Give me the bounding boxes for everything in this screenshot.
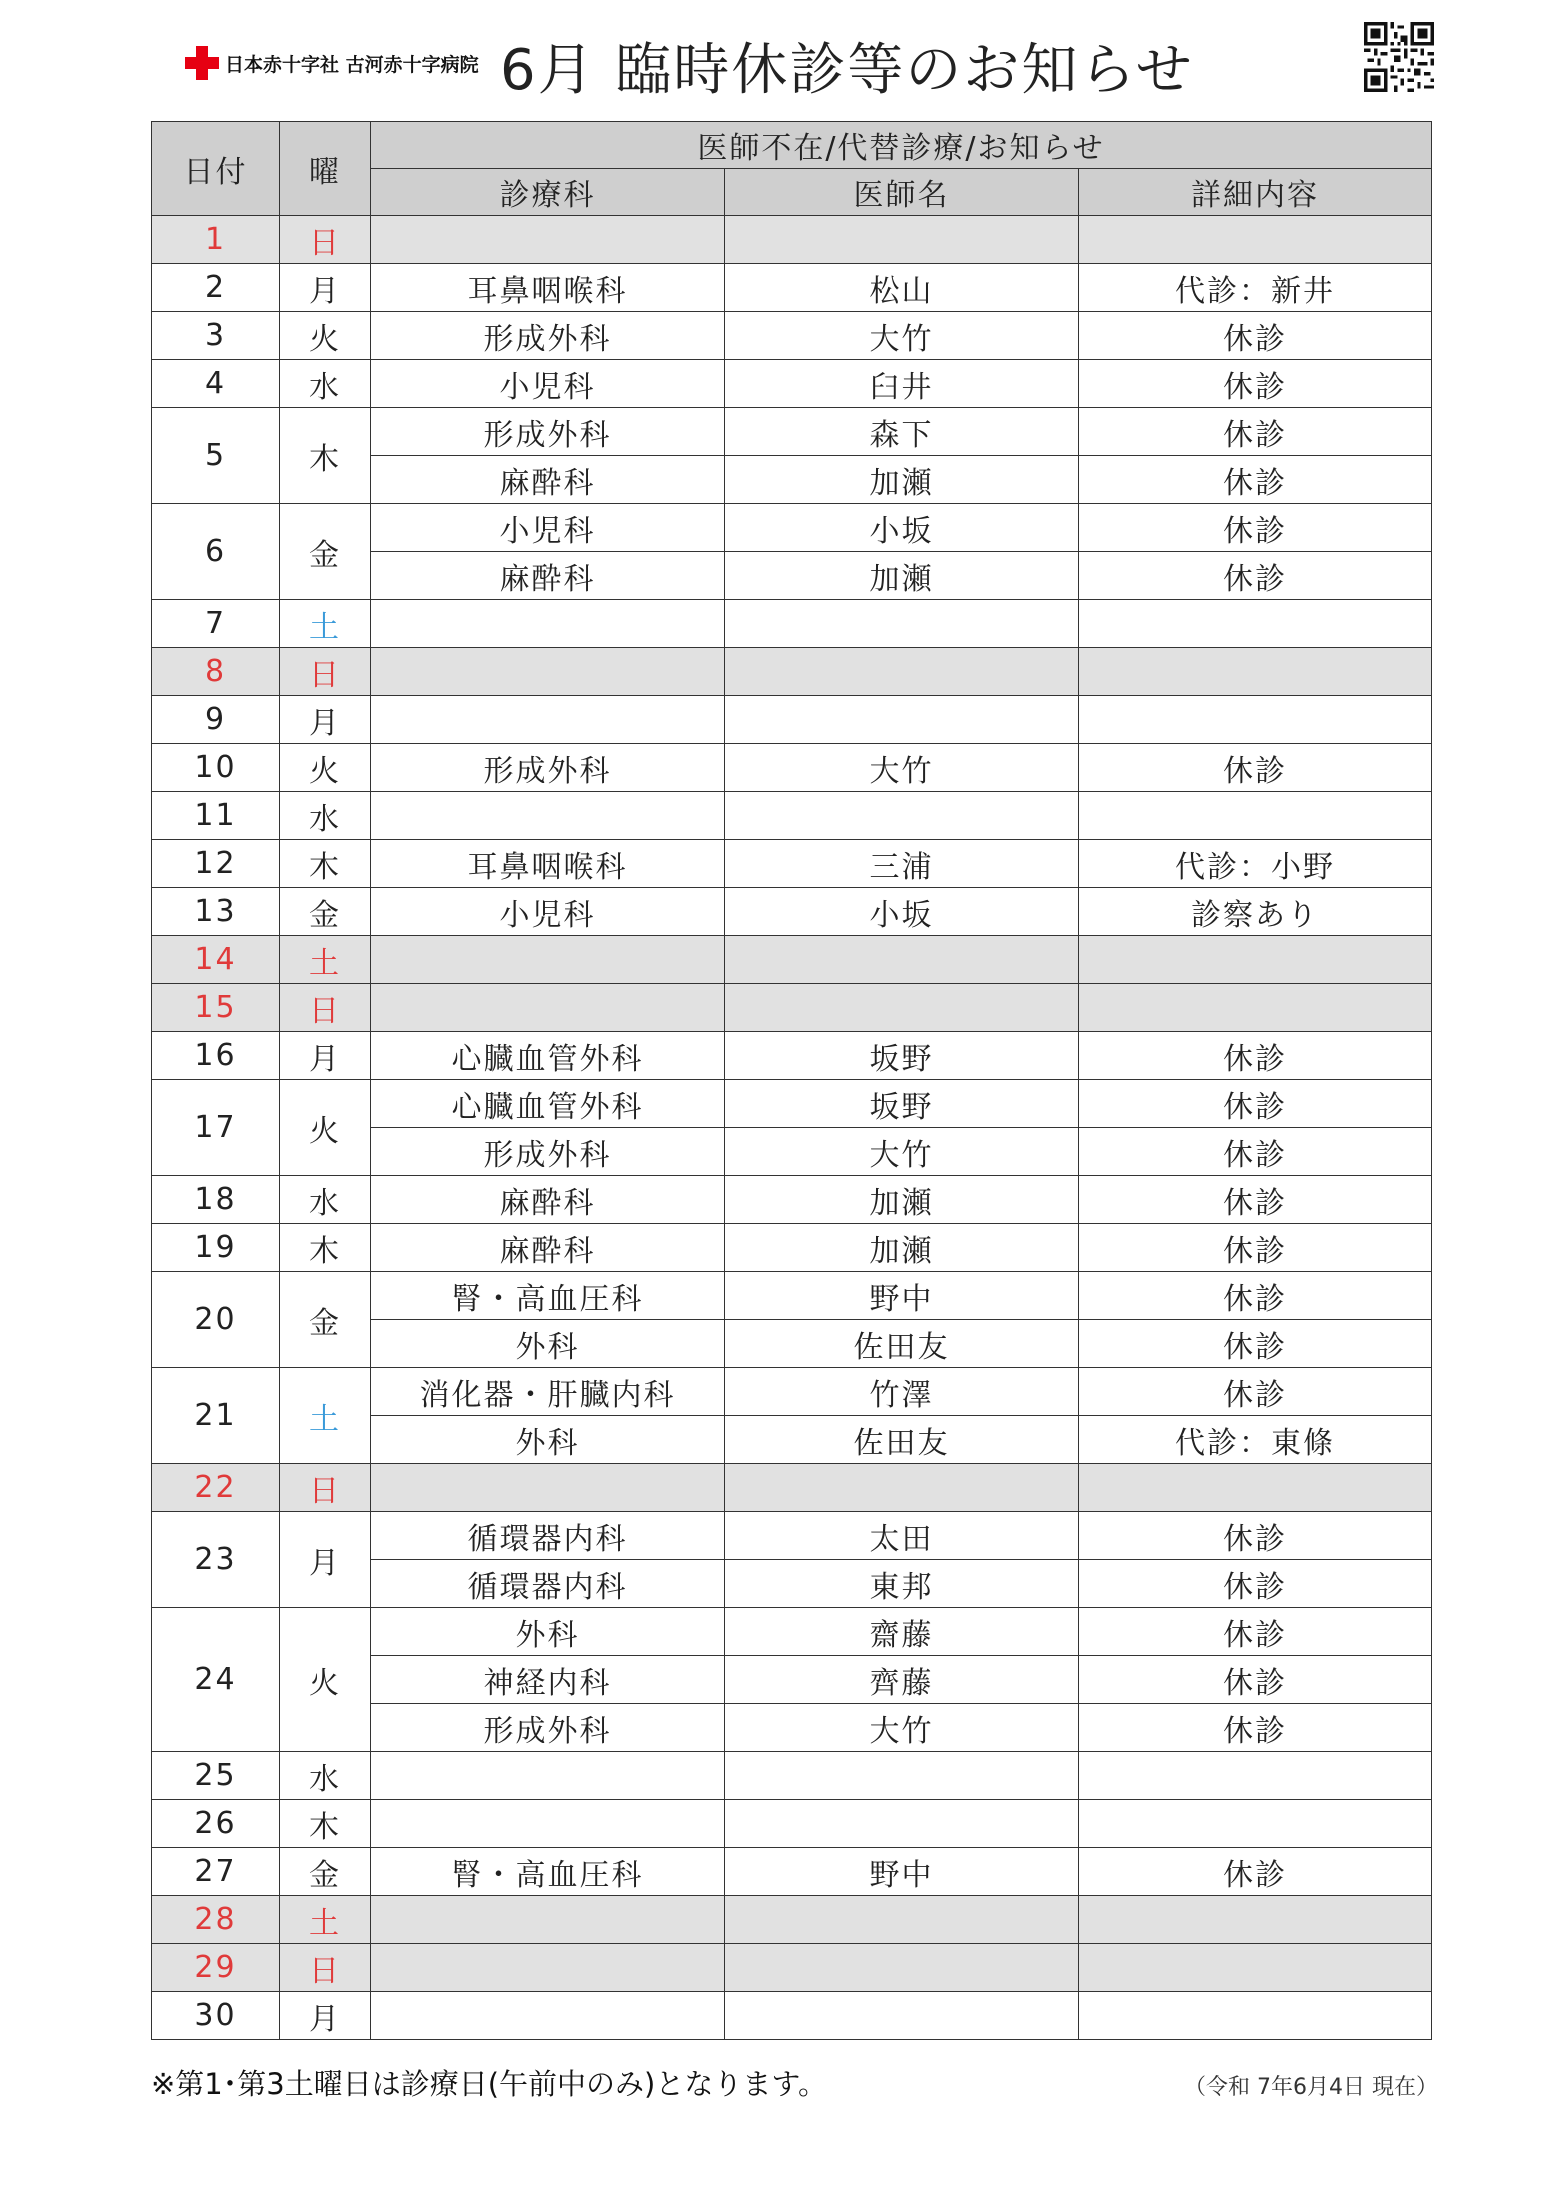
table-row	[152, 1848, 1432, 1896]
table-row	[152, 1032, 1432, 1080]
details-cell: 休診	[1079, 360, 1432, 408]
date-cell: 21	[152, 1368, 280, 1464]
table-row	[152, 1896, 1432, 1944]
doctor-cell	[725, 1800, 1079, 1848]
weekday-cell: 日	[280, 1464, 371, 1512]
weekday-cell: 木	[280, 1800, 371, 1848]
department-cell	[371, 216, 725, 264]
table-row	[152, 1512, 1432, 1560]
weekday-cell: 金	[280, 1848, 371, 1896]
department-cell: 形成外科	[371, 408, 725, 456]
department-cell: 外科	[371, 1608, 725, 1656]
department-cell: 麻酔科	[371, 552, 725, 600]
department-cell: 小児科	[371, 504, 725, 552]
saturday-clinic-note: ※第1･第3土曜日は診療日(午前中のみ)となります。	[151, 2067, 828, 2101]
qr-code-icon[interactable]	[1364, 22, 1434, 92]
department-cell	[371, 792, 725, 840]
doctor-cell	[725, 1896, 1079, 1944]
date-cell: 11	[152, 792, 280, 840]
date-cell: 3	[152, 312, 280, 360]
table-row	[152, 840, 1432, 888]
date-cell: 4	[152, 360, 280, 408]
weekday-cell: 土	[280, 1896, 371, 1944]
department-cell	[371, 600, 725, 648]
department-cell	[371, 1800, 725, 1848]
weekday-cell: 金	[280, 1272, 371, 1368]
date-cell: 8	[152, 648, 280, 696]
department-cell: 心臓血管外科	[371, 1032, 725, 1080]
department-cell	[371, 1896, 725, 1944]
weekday-cell: 金	[280, 888, 371, 936]
table-row	[152, 504, 1432, 552]
doctor-cell: 齋藤	[725, 1608, 1079, 1656]
doctor-cell	[725, 216, 1079, 264]
department-cell: 耳鼻咽喉科	[371, 264, 725, 312]
weekday-cell: 月	[280, 264, 371, 312]
details-cell	[1079, 696, 1432, 744]
details-cell: 代診：新井	[1079, 264, 1432, 312]
table-row	[152, 936, 1432, 984]
doctor-cell: 佐田友	[725, 1416, 1079, 1464]
details-cell: 休診	[1079, 552, 1432, 600]
details-cell	[1079, 1992, 1432, 2040]
date-cell: 18	[152, 1176, 280, 1224]
doctor-cell: 加瀬	[725, 1224, 1079, 1272]
department-cell	[371, 984, 725, 1032]
details-cell	[1079, 600, 1432, 648]
department-cell: 消化器・肝臓内科	[371, 1368, 725, 1416]
doctor-cell: 大竹	[725, 312, 1079, 360]
table-row	[152, 600, 1432, 648]
details-cell: 診察あり	[1079, 888, 1432, 936]
details-cell	[1079, 1800, 1432, 1848]
table-row	[152, 264, 1432, 312]
table-row	[152, 1608, 1432, 1656]
doctor-cell	[725, 1464, 1079, 1512]
doctor-cell: 加瀬	[725, 552, 1079, 600]
weekday-cell: 火	[280, 744, 371, 792]
table-row	[152, 1368, 1432, 1416]
doctor-cell	[725, 696, 1079, 744]
date-cell: 17	[152, 1080, 280, 1176]
details-cell: 休診	[1079, 1320, 1432, 1368]
red-cross-icon	[185, 46, 219, 80]
doctor-cell: 坂野	[725, 1032, 1079, 1080]
doctor-cell: 松山	[725, 264, 1079, 312]
date-cell: 28	[152, 1896, 280, 1944]
table-row	[152, 648, 1432, 696]
date-cell: 6	[152, 504, 280, 600]
weekday-cell: 火	[280, 1608, 371, 1752]
table-row	[152, 984, 1432, 1032]
details-cell	[1079, 792, 1432, 840]
date-cell: 2	[152, 264, 280, 312]
weekday-cell: 日	[280, 984, 371, 1032]
weekday-cell: 日	[280, 648, 371, 696]
department-cell: 形成外科	[371, 1704, 725, 1752]
date-cell: 25	[152, 1752, 280, 1800]
table-row	[152, 744, 1432, 792]
column-header-weekday: 曜	[280, 122, 371, 216]
doctor-cell: 東邦	[725, 1560, 1079, 1608]
date-cell: 19	[152, 1224, 280, 1272]
table-row	[152, 1752, 1432, 1800]
details-cell	[1079, 984, 1432, 1032]
details-cell: 休診	[1079, 1848, 1432, 1896]
details-cell: 休診	[1079, 456, 1432, 504]
date-cell: 24	[152, 1608, 280, 1752]
doctor-cell: 小坂	[725, 888, 1079, 936]
weekday-cell: 日	[280, 1944, 371, 1992]
date-cell: 30	[152, 1992, 280, 2040]
weekday-cell: 土	[280, 600, 371, 648]
doctor-cell: 竹澤	[725, 1368, 1079, 1416]
department-cell	[371, 1752, 725, 1800]
table-row	[152, 1224, 1432, 1272]
department-cell: 麻酔科	[371, 456, 725, 504]
details-cell: 休診	[1079, 744, 1432, 792]
doctor-cell	[725, 1944, 1079, 1992]
department-cell	[371, 936, 725, 984]
details-cell	[1079, 1464, 1432, 1512]
doctor-cell: 太田	[725, 1512, 1079, 1560]
doctor-cell	[725, 936, 1079, 984]
details-cell: 休診	[1079, 1224, 1432, 1272]
table-row	[152, 1080, 1432, 1128]
details-cell	[1079, 1752, 1432, 1800]
department-cell: 心臓血管外科	[371, 1080, 725, 1128]
department-cell: 形成外科	[371, 1128, 725, 1176]
schedule-table	[151, 121, 1432, 2040]
doctor-cell	[725, 648, 1079, 696]
department-cell: 形成外科	[371, 312, 725, 360]
weekday-cell: 木	[280, 840, 371, 888]
department-cell: 神経内科	[371, 1656, 725, 1704]
weekday-cell: 木	[280, 1224, 371, 1272]
weekday-cell: 月	[280, 1032, 371, 1080]
details-cell	[1079, 1944, 1432, 1992]
date-cell: 13	[152, 888, 280, 936]
department-cell: 形成外科	[371, 744, 725, 792]
date-cell: 23	[152, 1512, 280, 1608]
details-cell: 休診	[1079, 312, 1432, 360]
department-cell: 麻酔科	[371, 1176, 725, 1224]
doctor-cell: 大竹	[725, 744, 1079, 792]
column-header-date: 日付	[152, 122, 280, 216]
doctor-cell: 齊藤	[725, 1656, 1079, 1704]
weekday-cell: 土	[280, 936, 371, 984]
weekday-cell: 金	[280, 504, 371, 600]
weekday-cell: 月	[280, 1512, 371, 1608]
doctor-cell	[725, 600, 1079, 648]
column-header-department: 診療科	[371, 169, 725, 216]
date-cell: 27	[152, 1848, 280, 1896]
table-row	[152, 888, 1432, 936]
date-cell: 14	[152, 936, 280, 984]
department-cell	[371, 696, 725, 744]
doctor-cell: 野中	[725, 1272, 1079, 1320]
doctor-cell: 森下	[725, 408, 1079, 456]
details-cell: 休診	[1079, 1080, 1432, 1128]
doctor-cell: 坂野	[725, 1080, 1079, 1128]
table-row	[152, 408, 1432, 456]
details-cell: 休診	[1079, 1368, 1432, 1416]
doctor-cell	[725, 792, 1079, 840]
weekday-cell: 月	[280, 1992, 371, 2040]
details-cell: 休診	[1079, 1128, 1432, 1176]
doctor-cell	[725, 1992, 1079, 2040]
department-cell: 小児科	[371, 360, 725, 408]
doctor-cell: 加瀬	[725, 456, 1079, 504]
details-cell	[1079, 648, 1432, 696]
weekday-cell: 水	[280, 1176, 371, 1224]
red-cross-logo	[185, 46, 479, 80]
department-cell	[371, 1464, 725, 1512]
department-cell: 小児科	[371, 888, 725, 936]
department-cell	[371, 648, 725, 696]
date-cell: 15	[152, 984, 280, 1032]
doctor-cell	[725, 984, 1079, 1032]
weekday-cell: 木	[280, 408, 371, 504]
department-cell: 腎・高血圧科	[371, 1272, 725, 1320]
weekday-cell: 水	[280, 360, 371, 408]
date-cell: 1	[152, 216, 280, 264]
date-cell: 29	[152, 1944, 280, 1992]
table-row	[152, 1272, 1432, 1320]
department-cell: 循環器内科	[371, 1512, 725, 1560]
details-cell: 休診	[1079, 1656, 1432, 1704]
details-cell	[1079, 1896, 1432, 1944]
doctor-cell: 佐田友	[725, 1320, 1079, 1368]
date-cell: 9	[152, 696, 280, 744]
department-cell: 循環器内科	[371, 1560, 725, 1608]
date-cell: 22	[152, 1464, 280, 1512]
weekday-cell: 土	[280, 1368, 371, 1464]
weekday-cell: 月	[280, 696, 371, 744]
table-row	[152, 216, 1432, 264]
doctor-cell: 加瀬	[725, 1176, 1079, 1224]
table-row	[152, 312, 1432, 360]
doctor-cell: 大竹	[725, 1128, 1079, 1176]
as-of-date: （令和 7年6月4日 現在）	[1184, 2075, 1438, 2100]
department-cell: 外科	[371, 1320, 725, 1368]
details-cell: 休診	[1079, 408, 1432, 456]
details-cell: 休診	[1079, 1704, 1432, 1752]
table-row	[152, 360, 1432, 408]
doctor-cell: 大竹	[725, 1704, 1079, 1752]
doctor-cell: 小坂	[725, 504, 1079, 552]
table-row	[152, 1992, 1432, 2040]
department-cell	[371, 1992, 725, 2040]
table-row	[152, 1944, 1432, 1992]
date-cell: 7	[152, 600, 280, 648]
details-cell: 休診	[1079, 1272, 1432, 1320]
table-row	[152, 792, 1432, 840]
weekday-cell: 日	[280, 216, 371, 264]
group-header-notices: 医師不在/代替診療/お知らせ	[371, 122, 1432, 169]
date-cell: 5	[152, 408, 280, 504]
doctor-cell: 臼井	[725, 360, 1079, 408]
details-cell	[1079, 216, 1432, 264]
column-header-doctor: 医師名	[725, 169, 1079, 216]
weekday-cell: 水	[280, 792, 371, 840]
table-row	[152, 696, 1432, 744]
date-cell: 20	[152, 1272, 280, 1368]
details-cell: 休診	[1079, 1512, 1432, 1560]
details-cell: 休診	[1079, 1176, 1432, 1224]
date-cell: 16	[152, 1032, 280, 1080]
weekday-cell: 火	[280, 1080, 371, 1176]
department-cell: 麻酔科	[371, 1224, 725, 1272]
date-cell: 10	[152, 744, 280, 792]
details-cell: 休診	[1079, 1608, 1432, 1656]
doctor-cell: 三浦	[725, 840, 1079, 888]
doctor-cell	[725, 1752, 1079, 1800]
page-title: 6月 臨時休診等のお知らせ	[500, 38, 1194, 103]
details-cell: 代診：小野	[1079, 840, 1432, 888]
schedule-body	[152, 216, 1432, 2040]
table-row	[152, 1800, 1432, 1848]
date-cell: 12	[152, 840, 280, 888]
table-row	[152, 1464, 1432, 1512]
doctor-cell: 野中	[725, 1848, 1079, 1896]
column-header-details: 詳細内容	[1079, 169, 1432, 216]
weekday-cell: 火	[280, 312, 371, 360]
organization-name: 日本赤十字社 古河赤十字病院	[225, 53, 479, 76]
details-cell: 休診	[1079, 1032, 1432, 1080]
weekday-cell: 水	[280, 1752, 371, 1800]
department-cell: 耳鼻咽喉科	[371, 840, 725, 888]
date-cell: 26	[152, 1800, 280, 1848]
department-cell: 外科	[371, 1416, 725, 1464]
department-cell: 腎・高血圧科	[371, 1848, 725, 1896]
table-row	[152, 1176, 1432, 1224]
details-cell: 休診	[1079, 1560, 1432, 1608]
details-cell: 代診：東條	[1079, 1416, 1432, 1464]
department-cell	[371, 1944, 725, 1992]
details-cell	[1079, 936, 1432, 984]
details-cell: 休診	[1079, 504, 1432, 552]
